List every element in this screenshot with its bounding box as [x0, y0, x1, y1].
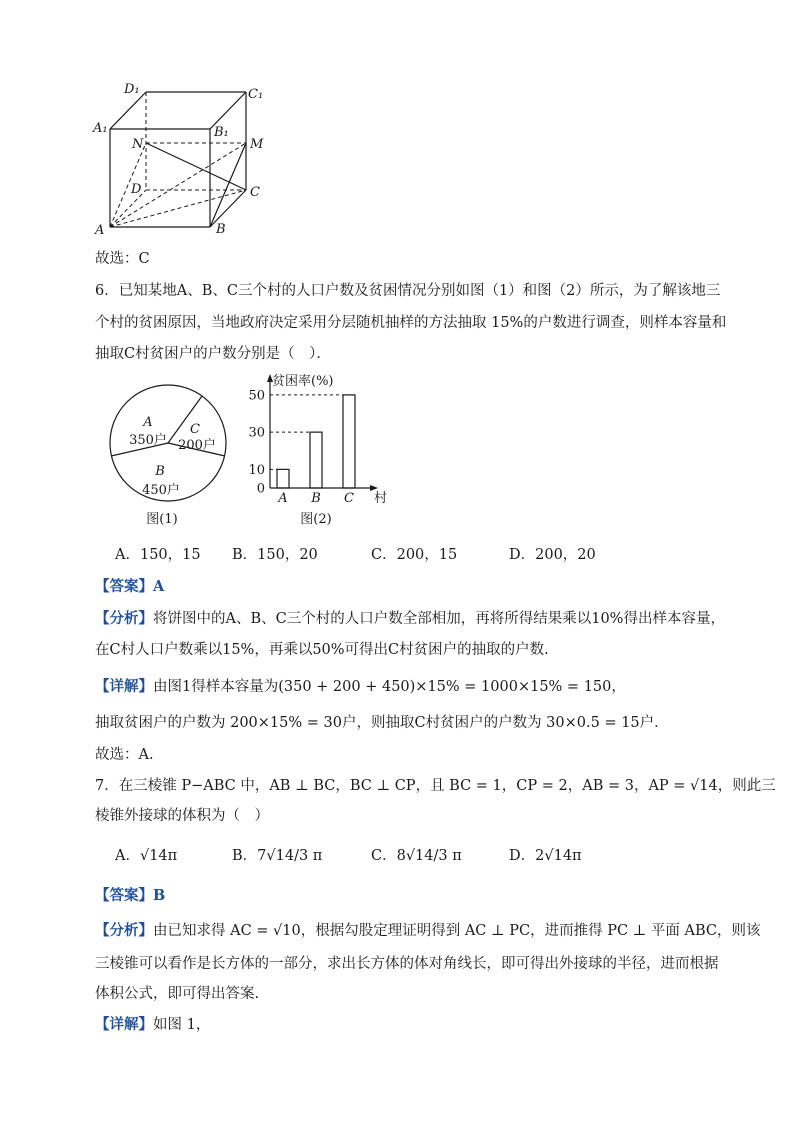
q6-line-2: 个村的贫困原因，当地政府决定采用分层随机抽样的方法抽取 15%的户数进行调查，则样本容量和	[95, 315, 727, 331]
cube-label-m: M	[250, 137, 264, 152]
cube-label-a: A	[95, 223, 105, 238]
y-axis-title: 贫困率(%)	[272, 374, 334, 389]
q6-analysis-line-1	[95, 609, 725, 629]
x-axis-title: 村	[374, 491, 388, 506]
q6-detail-line-2: 抽取贫困户的户数为 200×15% = 30户，则抽取C村贫困户的户数为 30×0.5 = 15户．	[95, 715, 669, 731]
q6-answer: 【答案】A	[95, 578, 165, 595]
q7-detail-tag: 【详解】	[95, 1016, 153, 1033]
q7-analysis-text-1: 由已知求得 AC = √10，根据勾股定理证明得到 AC ⊥ PC，进而推得 PC ⊥ 平面 ABC，则该	[153, 923, 761, 939]
x-tick-label-B: B	[311, 491, 321, 506]
q7-option-d: D．2√14π	[509, 848, 582, 864]
pie-a-count: 350户	[129, 433, 167, 448]
bar-C	[343, 395, 355, 488]
cube-label-c1: C₁	[248, 87, 264, 102]
q7-line-1: 7．在三棱锥 P−ABC 中，AB ⊥ BC，BC ⊥ CP，且 BC = 1，CP = 2，AB = 3，AP = √14，则此三	[95, 778, 776, 794]
pie-a-letter: A	[143, 415, 153, 430]
q6-option-a: A．150，15	[115, 547, 201, 563]
q6-detail-text-1: 由图1得样本容量为(350 + 200 + 450)×15% = 1000×15% = 150，	[153, 679, 626, 695]
bar-chart	[244, 366, 398, 530]
pie-b-count: 450户	[142, 483, 180, 498]
y-tick-label-30: 30	[248, 425, 265, 441]
pie-c-count: 200户	[178, 438, 216, 453]
q7-analysis-line-2: 三棱锥可以看作是长方体的一部分，求出长方体的体对角线长，即可得出外接球的半径，进而根据	[95, 956, 719, 972]
cube-label-c: C	[250, 185, 260, 200]
x-tick-label-C: C	[344, 491, 354, 506]
q6-analysis-line-2: 在C村人口户数乘以15%，再乘以50%可得出C村贫困户的抽取的户数.	[95, 642, 549, 658]
cube-label-n: N	[132, 137, 144, 152]
q6-option-b: B．150，20	[232, 547, 318, 563]
q6-line-3: 抽取C村贫困户的户数分别是（ ）．	[95, 346, 331, 362]
y-tick-label-10: 10	[248, 462, 265, 478]
cube-label-d: D	[131, 182, 142, 197]
cube-label-b1: B₁	[214, 125, 229, 140]
bar-caption: 图(2)	[300, 512, 332, 527]
q6-line-1: 6．已知某地A、B、C三个村的人口户数及贫困情况分别如图（1）和图（2）所示，为了解该地三	[95, 283, 721, 299]
q7-line-2: 棱锥外接球的体积为（ ）	[95, 808, 269, 824]
q6-analysis-text-1: 将饼图中的A、B、C三个村的人口户数全部相加，再将所得结果乘以10%得出样本容量，	[153, 611, 725, 627]
q7-detail-text-1: 如图 1，	[153, 1017, 211, 1033]
bar-B	[310, 432, 322, 488]
y-tick-label-0: 0	[256, 481, 265, 497]
pie-b-letter: B	[155, 464, 165, 479]
pie-chart	[104, 376, 238, 530]
q6-option-c: C．200，15	[371, 547, 458, 563]
cube-label-b: B	[216, 222, 226, 237]
x-tick-label-A: A	[278, 491, 288, 506]
pie-c-letter: C	[190, 422, 200, 437]
q6-conclusion: 故选：A.	[95, 747, 154, 763]
q6-detail-tag: 【详解】	[95, 678, 153, 695]
bar-A	[277, 469, 289, 488]
cube-figure	[88, 78, 278, 240]
q7-detail-line-1	[95, 1015, 210, 1035]
pie-caption: 图(1)	[146, 512, 178, 527]
q6-detail-line-1	[95, 677, 626, 697]
q6-option-d: D．200，20	[509, 547, 596, 563]
q7-answer: 【答案】B	[95, 887, 166, 904]
q7-analysis-tag: 【分析】	[95, 922, 153, 939]
q6-analysis-tag: 【分析】	[95, 610, 153, 627]
cube-label-a1: A₁	[93, 121, 108, 136]
cube-label-d1: D₁	[124, 82, 140, 97]
q7-analysis-line-1	[95, 921, 761, 941]
q7-analysis-line-3: 体积公式，即可得出答案.	[95, 986, 260, 1002]
q5-answer: 故选：C	[95, 251, 150, 267]
y-tick-label-50: 50	[248, 388, 265, 404]
q7-option-b: B．7√14/3 π	[232, 848, 323, 864]
q7-option-a: A．√14π	[115, 848, 178, 864]
q7-option-c: C．8√14/3 π	[371, 848, 462, 864]
